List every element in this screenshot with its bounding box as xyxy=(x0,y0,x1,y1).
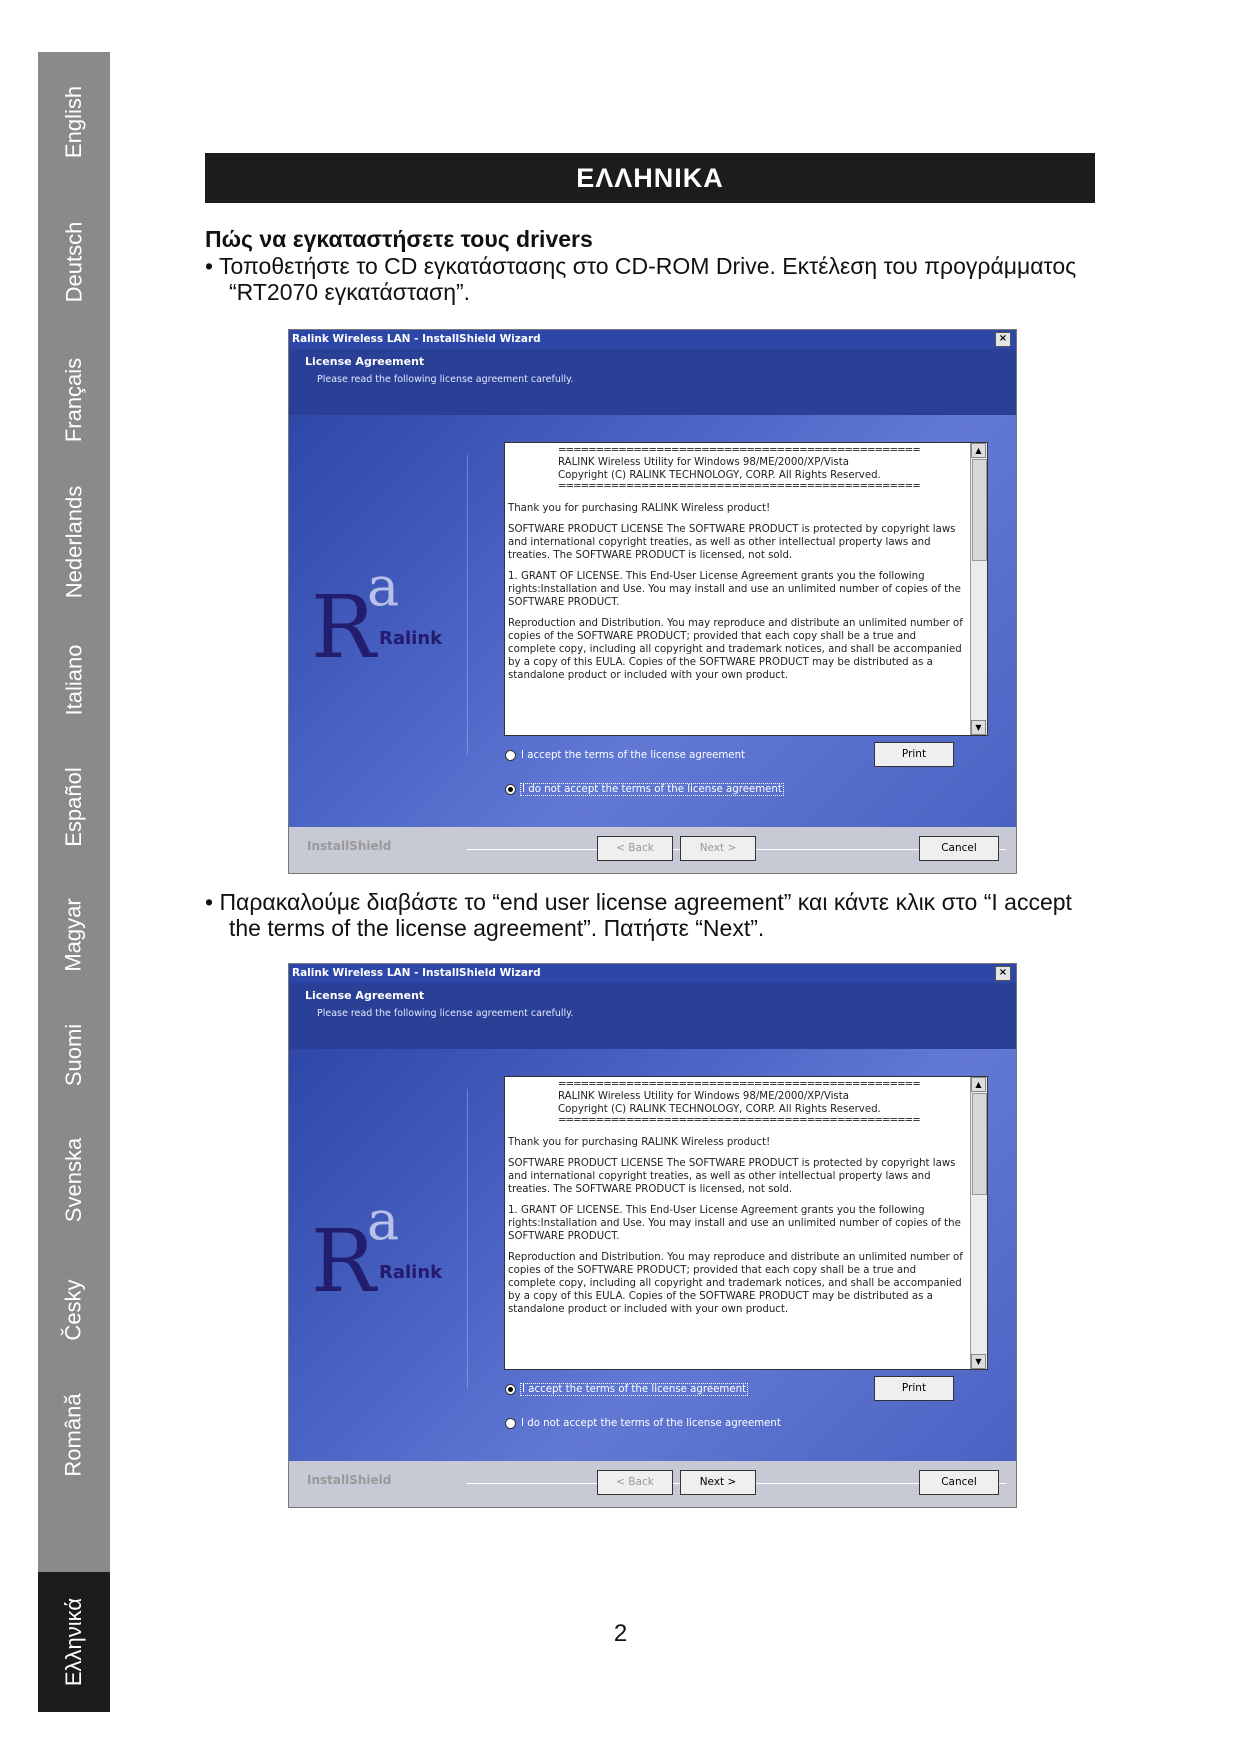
accept-label: I accept the terms of the license agreement xyxy=(522,1384,747,1395)
license-paragraph: Thank you for purchasing RALINK Wireless product! xyxy=(508,503,771,514)
lang-tab-deutsch[interactable]: Deutsch xyxy=(61,221,86,303)
license-separator: ================================================ xyxy=(558,481,920,492)
decline-radio[interactable] xyxy=(505,1418,781,1429)
instruction-2-line1: • Παρακαλούμε διαβάστε το “end user license agreement” και κάντε κλικ στο “I accept xyxy=(205,889,1072,915)
cancel-button[interactable]: Cancel xyxy=(919,836,999,861)
install-heading: Πώς να εγκαταστήσετε τους drivers xyxy=(205,226,593,252)
wizard-screenshot-2 xyxy=(288,963,1017,1508)
wizard-banner xyxy=(289,983,1016,1049)
banner-title: License Agreement xyxy=(305,989,425,1002)
decline-label: I do not accept the terms of the license agreement xyxy=(521,1418,781,1429)
license-textbox[interactable] xyxy=(504,1076,988,1370)
lang-tab-francais[interactable]: Français xyxy=(61,357,87,442)
instruction-1-line1: • Τοποθετήστε το CD εγκατάστασης στο CD-ROM Drive. Εκτέλεση του προγράμματος xyxy=(205,253,1077,279)
ralink-logo-r: R xyxy=(311,1212,376,1312)
print-button[interactable]: Print xyxy=(874,742,954,767)
banner-title: License Agreement xyxy=(305,355,425,368)
lang-tab-greek[interactable]: Ελληνικά xyxy=(38,1572,110,1712)
decline-label: I do not accept the terms of the license agreement xyxy=(522,784,782,795)
lang-tab-espanol[interactable]: Español xyxy=(61,767,87,847)
back-button[interactable]: < Back xyxy=(597,836,673,861)
divider xyxy=(467,1089,468,1389)
ralink-logo-text: Ralink xyxy=(379,628,443,649)
license-paragraph: Reproduction and Distribution. You may reproduce and distribute an unlimited number of copies of the SOFTWARE PRODUCT; provided that each copy shall be a true and complete copy, including all copyright and trademark notices, and shall be accompanied by a copy of this EULA. Copies of the SOFTWARE PRODUCT may be distributed as a standalone product or included with your own product. xyxy=(508,618,963,681)
license-line: Copyright (C) RALINK TECHNOLOGY, CORP. All Rights Reserved. xyxy=(558,470,881,481)
divider xyxy=(467,455,468,755)
scroll-thumb[interactable] xyxy=(972,1093,987,1195)
cancel-button[interactable]: Cancel xyxy=(919,1470,999,1495)
license-paragraph: 1. GRANT OF LICENSE. This End-User License Agreement grants you the following rights:Installation and Use. You may install and use an unlimited number of copies of the SOFTWARE PRODUCT. xyxy=(508,1205,961,1242)
banner-subtitle: Please read the following license agreement carefully. xyxy=(317,1008,574,1019)
ralink-logo-a: a xyxy=(367,555,400,618)
license-paragraph: Reproduction and Distribution. You may reproduce and distribute an unlimited number of copies of the SOFTWARE PRODUCT; provided that each copy shall be a true and complete copy, including all copyright and trademark notices, and shall be accompanied by a copy of this EULA. Copies of the SOFTWARE PRODUCT may be distributed as a standalone product or included with your own product. xyxy=(508,1252,963,1315)
installshield-label: InstallShield xyxy=(307,839,392,853)
window-title: Ralink Wireless LAN - InstallShield Wizard xyxy=(292,333,541,345)
banner-subtitle: Please read the following license agreement carefully. xyxy=(317,374,574,385)
close-icon[interactable]: × xyxy=(995,966,1011,981)
scroll-up-icon[interactable]: ▲ xyxy=(971,1077,986,1092)
page-number: 2 xyxy=(613,1620,628,1647)
radio-icon[interactable] xyxy=(505,1384,516,1395)
ralink-logo-text: Ralink xyxy=(379,1262,443,1283)
lang-tab-english[interactable]: English xyxy=(61,85,86,159)
ralink-logo-r: R xyxy=(311,578,376,678)
license-line: RALINK Wireless Utility for Windows 98/ME/2000/XP/Vista xyxy=(558,457,849,468)
wizard-titlebar xyxy=(289,964,1016,983)
installshield-label: InstallShield xyxy=(307,1473,392,1487)
next-button[interactable]: Next > xyxy=(680,1470,756,1495)
decline-radio[interactable] xyxy=(505,784,783,795)
license-separator: ================================================ xyxy=(558,1079,920,1090)
license-textbox[interactable] xyxy=(504,442,988,736)
section-title: ΕΛΛΗΝΙΚΑ xyxy=(576,162,724,193)
radio-icon[interactable] xyxy=(505,1418,516,1429)
wizard-screenshot-1 xyxy=(288,329,1017,874)
wizard-footer xyxy=(289,827,1016,873)
window-title: Ralink Wireless LAN - InstallShield Wizard xyxy=(292,967,541,979)
ralink-logo-a: a xyxy=(367,1189,400,1252)
lang-tab-svenska[interactable]: Svenska xyxy=(61,1137,87,1222)
accept-radio[interactable] xyxy=(505,750,745,761)
wizard-banner xyxy=(289,349,1016,415)
lang-tab-magyar[interactable]: Magyar xyxy=(61,897,87,972)
accept-label: I accept the terms of the license agreement xyxy=(521,750,746,761)
radio-icon[interactable] xyxy=(505,750,516,761)
lang-tab-nederlands[interactable]: Nederlands xyxy=(61,485,87,599)
wizard-titlebar xyxy=(289,330,1016,349)
lang-tab-italiano[interactable]: Italiano xyxy=(60,644,86,715)
radio-icon[interactable] xyxy=(505,784,516,795)
section-title-bar xyxy=(205,153,1095,203)
instruction-1-line2: “RT2070 εγκατάσταση”. xyxy=(229,279,471,305)
license-scrollbar[interactable] xyxy=(970,443,987,735)
scroll-thumb[interactable] xyxy=(972,459,987,561)
scroll-down-icon[interactable]: ▼ xyxy=(971,1354,986,1369)
scroll-down-icon[interactable]: ▼ xyxy=(971,720,986,735)
print-button[interactable]: Print xyxy=(874,1376,954,1401)
license-separator: ================================================ xyxy=(558,1115,920,1126)
wizard-body xyxy=(289,1049,1016,1461)
license-paragraph: SOFTWARE PRODUCT LICENSE The SOFTWARE PRODUCT is protected by copyright laws and international copyright treaties, as well as other intellectual property laws and treaties. The SOFTWARE PRODUCT is licensed, not sold. xyxy=(508,524,956,561)
license-paragraph: SOFTWARE PRODUCT LICENSE The SOFTWARE PRODUCT is protected by copyright laws and international copyright treaties, as well as other intellectual property laws and treaties. The SOFTWARE PRODUCT is licensed, not sold. xyxy=(508,1158,956,1195)
close-icon[interactable]: × xyxy=(995,332,1011,347)
license-line: Copyright (C) RALINK TECHNOLOGY, CORP. All Rights Reserved. xyxy=(558,1104,881,1115)
instruction-2 xyxy=(205,889,1105,941)
license-paragraph: Thank you for purchasing RALINK Wireless product! xyxy=(508,1137,771,1148)
scroll-up-icon[interactable]: ▲ xyxy=(971,443,986,458)
license-separator: ================================================ xyxy=(558,445,920,456)
instruction-1 xyxy=(205,253,1105,305)
lang-tab-suomi[interactable]: Suomi xyxy=(60,1023,86,1086)
license-line: RALINK Wireless Utility for Windows 98/ME/2000/XP/Vista xyxy=(558,1091,849,1102)
wizard-footer xyxy=(289,1461,1016,1507)
license-paragraph: 1. GRANT OF LICENSE. This End-User License Agreement grants you the following rights:Installation and Use. You may install and use an unlimited number of copies of the SOFTWARE PRODUCT. xyxy=(508,571,961,608)
language-sidebar xyxy=(38,52,110,1712)
accept-radio[interactable] xyxy=(505,1384,747,1395)
lang-tab-romana[interactable]: Română xyxy=(61,1392,86,1477)
instruction-2-line2: the terms of the license agreement”. Πατήστε “Next”. xyxy=(229,915,765,941)
license-scrollbar[interactable] xyxy=(970,1077,987,1369)
back-button[interactable]: < Back xyxy=(597,1470,673,1495)
next-button[interactable]: Next > xyxy=(680,836,756,861)
wizard-body xyxy=(289,415,1016,827)
lang-tab-cesky[interactable]: Česky xyxy=(61,1278,86,1341)
